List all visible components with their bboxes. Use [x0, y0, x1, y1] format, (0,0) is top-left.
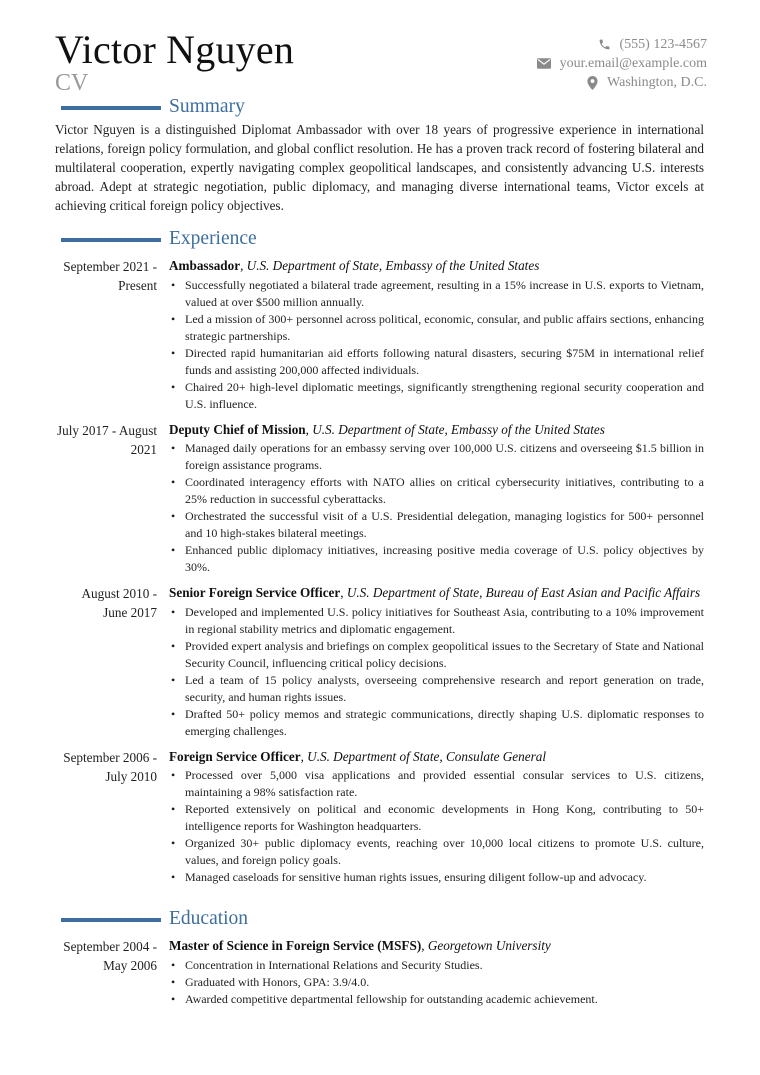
- experience-entry: [0, 748, 760, 887]
- envelope-icon: [537, 58, 551, 69]
- entry-organization: U.S. Department of State, Bureau of East Asian and Pacific Affairs: [346, 585, 701, 600]
- entry-date: September 2006 - July 2010: [63, 749, 157, 784]
- education-title: Education: [169, 908, 249, 929]
- entry-role: Master of Science in Foreign Service (MSFS): [169, 938, 422, 953]
- entry-organization: U.S. Department of State, Consulate General: [307, 748, 546, 764]
- contact-email[interactable]: [407, 54, 707, 73]
- entry-bullets: [169, 767, 704, 886]
- bullet-item: • Processed over 5,000 visa applications and provided essential consular services to U.S. citizens, maintaining a 98% satisfaction rate.: [169, 767, 704, 801]
- bullet-item: • Coordinated interagency efforts with NATO allies on critical cybersecurity initiatives, contributing to a 25% reduction in successful cyberattacks.: [169, 474, 704, 508]
- section-accent-bar: [61, 918, 161, 922]
- entry-organization: U.S. Department of State, Embassy of the United States: [246, 258, 540, 273]
- entry-title: Deputy Chief of Mission, U.S. Department of State, Embassy of the United States: [169, 421, 605, 437]
- bullet-item: • Reported extensively on political and economic developments in Hong Kong, contributing to 50+ intelligence reports for Washington headquarters.: [169, 801, 704, 835]
- entry-body: [169, 257, 704, 413]
- bullet-item: • Enhanced public diplomacy initiatives, increasing positive media coverage of U.S. policy objectives by 30%.: [169, 542, 704, 576]
- entry-date: July 2017 - August 2021: [56, 422, 157, 457]
- bullet-item: • Drafted 50+ policy memos and strategic communications, directly shaping U.S. diplomatic responses to emerging challenges.: [169, 706, 704, 740]
- education-section: [0, 910, 760, 1008]
- education-entry: [0, 937, 760, 1008]
- location-text: Washington, D.C.: [607, 74, 707, 90]
- experience-header: [0, 230, 760, 252]
- entry-body: [169, 937, 704, 1008]
- contact-phone: [407, 35, 707, 54]
- bullet-item: • Successfully negotiated a bilateral trade agreement, resulting in a 15% increase in U.S. exports to Vietnam, valued at over $500 million annually.: [169, 277, 704, 311]
- entry-role: Ambassador: [169, 258, 241, 273]
- entry-title: Senior Foreign Service Officer, U.S. Department of State, Bureau of East Asian and Pacific Affairs: [169, 585, 701, 600]
- bullet-item: • Managed caseloads for sensitive human rights issues, ensuring diligent follow-up and advocacy.: [169, 869, 704, 886]
- entry-role: Foreign Service Officer: [169, 748, 301, 764]
- experience-title: Experience: [169, 228, 257, 249]
- entry-title: Foreign Service Officer, U.S. Department of State, Consulate General: [169, 748, 546, 764]
- experience-entry: [0, 257, 760, 413]
- experience-entry: [0, 584, 760, 740]
- section-accent-bar: [61, 106, 161, 110]
- candidate-name: Victor Nguyen: [55, 27, 295, 72]
- entry-body: [169, 584, 704, 740]
- map-pin-icon: [587, 76, 598, 90]
- entry-bullets: [169, 957, 704, 1008]
- entry-role: Deputy Chief of Mission: [169, 421, 306, 437]
- entry-date: September 2021 - Present: [63, 259, 157, 293]
- email-text: your.email@example.com: [559, 55, 707, 71]
- entry-bullets: [169, 277, 704, 413]
- contact-block: [407, 35, 707, 92]
- summary-title: Summary: [169, 96, 245, 117]
- bullet-item: • Graduated with Honors, GPA: 3.9/4.0.: [169, 974, 704, 991]
- entry-bullets: [169, 440, 704, 576]
- summary-text: Victor Nguyen is a distinguished Diplomat Ambassador with over 18 years of progressive experience in international relations, foreign policy formulation, and global conflict resolution. He has a proven track record of fostering bilateral and multilateral cooperation, expertly navigating complex geopolitical landscapes, and consistently advancing U.S. interests abroad. Adept at strategic negotiation, public diplomacy, and managing diverse international teams, Victor excels at achieving critical foreign policy objectives.: [55, 122, 704, 213]
- bullet-item: • Awarded competitive departmental fellowship for outstanding academic achievement.: [169, 991, 704, 1008]
- bullet-item: • Managed daily operations for an embassy serving over 100,000 U.S. citizens and overseeing $1.5 billion in foreign assistance programs.: [169, 440, 704, 474]
- document-subtitle: CV: [55, 70, 89, 96]
- bullet-item: • Directed rapid humanitarian aid efforts following natural disasters, securing $75M in international relief funds and assisting 200,000 affected individuals.: [169, 345, 704, 379]
- entry-title: Ambassador, U.S. Department of State, Embassy of the United States: [169, 258, 540, 273]
- section-accent-bar: [61, 238, 161, 242]
- entry-organization: U.S. Department of State, Embassy of the United States: [312, 421, 605, 437]
- entry-role: Senior Foreign Service Officer: [169, 585, 341, 600]
- entry-bullets: [169, 604, 704, 740]
- education-header: [0, 910, 760, 932]
- entry-date: August 2010 - June 2017: [81, 586, 157, 620]
- phone-icon: [598, 38, 611, 51]
- experience-section: [0, 230, 760, 886]
- contact-location: [407, 73, 707, 92]
- entry-body: [169, 748, 704, 887]
- entry-organization: Georgetown University: [427, 938, 551, 953]
- bullet-item: • Concentration in International Relations and Security Studies.: [169, 957, 704, 974]
- bullet-item: • Organized 30+ public diplomacy events, reaching over 10,000 local citizens to promote U.S. culture, values, and foreign policy goals.: [169, 835, 704, 869]
- phone-text: (555) 123-4567: [619, 36, 707, 52]
- summary-header: [0, 98, 760, 120]
- bullet-item: • Developed and implemented U.S. policy initiatives for Southeast Asia, contributing to a 10% improvement in regional stability metrics and diplomatic engagement.: [169, 604, 704, 638]
- entry-date: September 2004 - May 2006: [63, 939, 157, 973]
- bullet-item: • Led a mission of 300+ personnel across political, economic, consular, and public affairs sections, enhancing strategic partnerships.: [169, 311, 704, 345]
- summary-section: [0, 98, 760, 215]
- bullet-item: • Orchestrated the successful visit of a U.S. Presidential delegation, managing logistics for 500+ personnel and 10 high-stakes bilateral meetings.: [169, 508, 704, 542]
- entry-body: [169, 421, 704, 577]
- bullet-item: • Chaired 20+ high-level diplomatic meetings, significantly strengthening regional security cooperation and U.S. influence.: [169, 379, 704, 413]
- entry-title: Master of Science in Foreign Service (MSFS), Georgetown University: [169, 938, 551, 953]
- bullet-item: • Led a team of 15 policy analysts, overseeing comprehensive research and report generation on trade, security, and human rights issues.: [169, 672, 704, 706]
- experience-entry: [0, 421, 760, 577]
- bullet-item: • Provided expert analysis and briefings on complex geopolitical issues to the Secretary of State and National Security Council, influencing critical policy decisions.: [169, 638, 704, 672]
